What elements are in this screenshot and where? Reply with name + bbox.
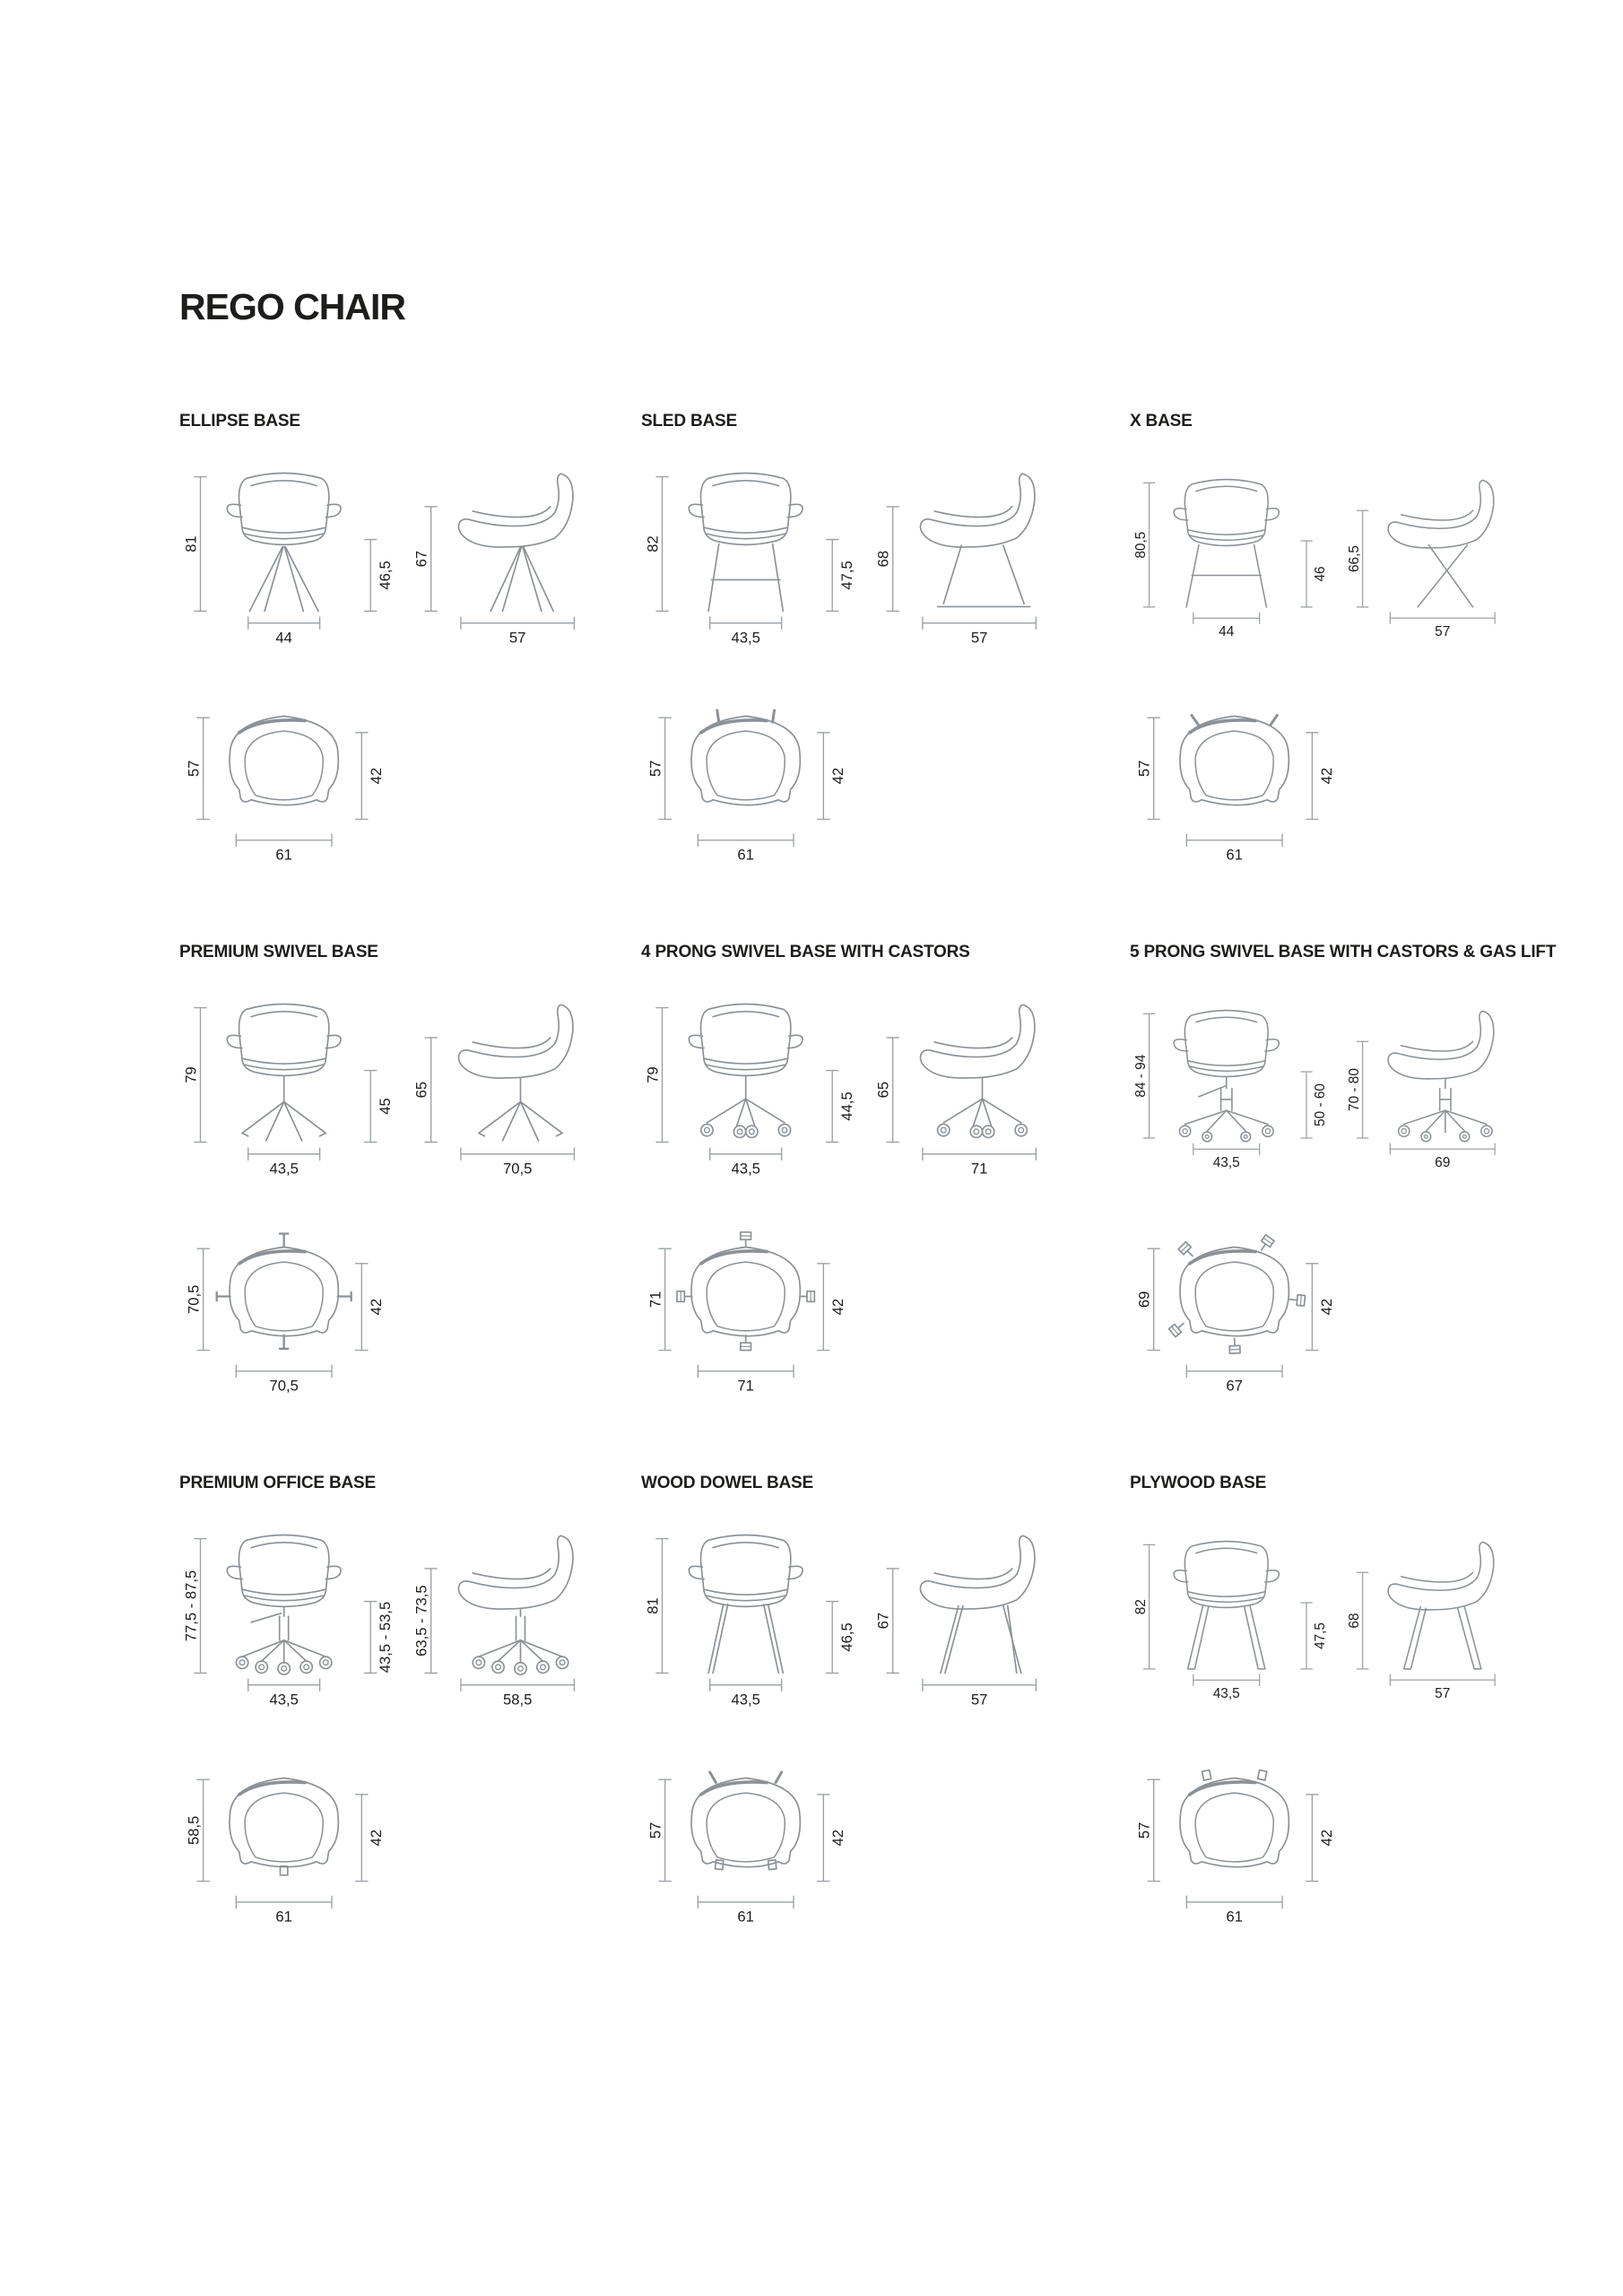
svg-text:57: 57: [508, 629, 526, 647]
elevation-views: [179, 462, 641, 653]
svg-text:57: 57: [1135, 1822, 1153, 1839]
top-view-row: [641, 1231, 1130, 1398]
product-section: [641, 943, 1130, 1452]
svg-text:57: 57: [970, 629, 988, 647]
product-section: [641, 1474, 1130, 1983]
svg-text:42: 42: [368, 1829, 385, 1847]
front-view-drawing: [179, 462, 404, 653]
svg-text:43,5: 43,5: [269, 1691, 299, 1709]
svg-text:61: 61: [1226, 1908, 1243, 1926]
svg-text:42: 42: [1318, 1298, 1335, 1316]
elevation-views: [641, 1524, 1130, 1715]
svg-text:46,5: 46,5: [838, 1622, 855, 1652]
svg-text:46: 46: [1312, 566, 1328, 582]
product-title: X BASE: [1130, 412, 1193, 430]
svg-text:68: 68: [1346, 1613, 1362, 1629]
side-view-drawing: [869, 993, 1078, 1184]
top-view-row: [179, 1761, 641, 1929]
top-view-drawing: [179, 1231, 404, 1398]
svg-text:82: 82: [1133, 1599, 1149, 1615]
top-view-row: [1130, 1231, 1533, 1398]
svg-text:57: 57: [185, 760, 203, 778]
svg-text:61: 61: [275, 1908, 292, 1926]
svg-text:43,5: 43,5: [1212, 1686, 1240, 1702]
top-view-drawing: [641, 700, 865, 867]
product-section: [1130, 412, 1533, 921]
top-view-drawing: [1130, 700, 1354, 867]
product-title: PREMIUM OFFICE BASE: [179, 1474, 376, 1492]
svg-text:71: 71: [647, 1291, 664, 1309]
elevation-views: [641, 993, 1130, 1184]
svg-text:77,5 - 87,5: 77,5 - 87,5: [182, 1570, 200, 1642]
svg-text:57: 57: [1435, 1686, 1451, 1702]
top-view-drawing: [1130, 1231, 1354, 1398]
top-view-drawing: [179, 1761, 404, 1929]
svg-text:67: 67: [1226, 1377, 1243, 1395]
front-view-drawing: [179, 993, 404, 1184]
product-title: WOOD DOWEL BASE: [641, 1474, 813, 1492]
svg-text:46,5: 46,5: [376, 561, 394, 590]
product-title: ELLIPSE BASE: [179, 412, 300, 430]
svg-text:65: 65: [874, 1081, 892, 1099]
side-view-drawing: [869, 462, 1078, 653]
top-view-row: [1130, 700, 1533, 867]
svg-text:42: 42: [368, 1298, 385, 1316]
svg-text:81: 81: [644, 1597, 662, 1614]
svg-text:44: 44: [275, 629, 292, 647]
front-view-drawing: [641, 1524, 865, 1715]
top-view-drawing: [179, 700, 404, 867]
product-section: [179, 412, 641, 921]
svg-text:42: 42: [1318, 767, 1335, 785]
svg-text:57: 57: [647, 1822, 664, 1839]
svg-text:71: 71: [737, 1377, 754, 1395]
product-section: [641, 412, 1130, 921]
svg-text:61: 61: [737, 1908, 754, 1926]
svg-text:43,5: 43,5: [1212, 1155, 1240, 1171]
svg-text:58,5: 58,5: [185, 1815, 203, 1846]
svg-text:69: 69: [1135, 1291, 1153, 1309]
elevation-views: [641, 462, 1130, 653]
product-section: [1130, 1474, 1533, 1983]
svg-text:57: 57: [970, 1691, 988, 1709]
svg-text:68: 68: [874, 550, 892, 568]
elevation-views: [1130, 1524, 1533, 1715]
svg-text:81: 81: [182, 535, 200, 552]
svg-text:47,5: 47,5: [838, 561, 855, 590]
top-view-row: [641, 700, 1130, 867]
svg-text:43,5 - 53,5: 43,5 - 53,5: [376, 1601, 394, 1674]
front-view-drawing: [1130, 462, 1337, 653]
svg-text:57: 57: [1435, 624, 1451, 640]
svg-text:44,5: 44,5: [838, 1091, 855, 1121]
top-view-row: [179, 1231, 641, 1398]
product-section: [1130, 943, 1557, 1452]
svg-text:50 - 60: 50 - 60: [1312, 1083, 1328, 1126]
elevation-views: [1130, 462, 1533, 653]
side-view-drawing: [407, 462, 616, 653]
product-grid: [179, 412, 1623, 1983]
svg-text:61: 61: [1226, 846, 1243, 864]
svg-text:42: 42: [829, 1298, 846, 1316]
side-view-drawing: [869, 1524, 1078, 1715]
svg-text:70,5: 70,5: [502, 1160, 533, 1178]
svg-text:67: 67: [874, 1612, 892, 1630]
side-view-drawing: [407, 1524, 616, 1715]
product-title: SLED BASE: [641, 412, 737, 430]
svg-text:42: 42: [368, 767, 385, 785]
svg-text:71: 71: [970, 1160, 988, 1178]
product-section: [179, 943, 641, 1452]
svg-text:42: 42: [1318, 1829, 1335, 1847]
front-view-drawing: [641, 462, 865, 653]
svg-text:70 - 80: 70 - 80: [1346, 1068, 1362, 1111]
svg-text:61: 61: [275, 846, 292, 864]
svg-text:44: 44: [1219, 624, 1235, 640]
product-title: PREMIUM SWIVEL BASE: [179, 943, 378, 961]
front-view-drawing: [1130, 993, 1337, 1184]
svg-text:70,5: 70,5: [185, 1284, 203, 1315]
svg-text:43,5: 43,5: [731, 629, 760, 647]
elevation-views: [179, 993, 641, 1184]
svg-text:70,5: 70,5: [269, 1377, 299, 1395]
side-view-drawing: [407, 993, 616, 1184]
svg-text:82: 82: [644, 535, 662, 552]
top-view-drawing: [1130, 1761, 1354, 1929]
top-view-drawing: [641, 1231, 865, 1398]
svg-text:79: 79: [182, 1066, 200, 1083]
svg-text:47,5: 47,5: [1312, 1622, 1328, 1649]
side-view-drawing: [1341, 993, 1533, 1184]
svg-text:58,5: 58,5: [502, 1691, 533, 1709]
side-view-drawing: [1341, 462, 1533, 653]
svg-text:63,5 - 73,5: 63,5 - 73,5: [412, 1585, 430, 1657]
svg-text:57: 57: [1135, 760, 1153, 778]
side-view-drawing: [1341, 1524, 1533, 1715]
top-view-row: [179, 700, 641, 867]
front-view-drawing: [641, 993, 865, 1184]
top-view-row: [641, 1761, 1130, 1929]
svg-text:69: 69: [1435, 1155, 1451, 1171]
svg-text:61: 61: [737, 846, 754, 864]
svg-text:42: 42: [829, 1829, 846, 1847]
svg-text:79: 79: [644, 1066, 662, 1083]
svg-text:80,5: 80,5: [1133, 531, 1149, 559]
front-view-drawing: [1130, 1524, 1337, 1715]
svg-text:43,5: 43,5: [731, 1691, 760, 1709]
svg-text:84 - 94: 84 - 94: [1133, 1054, 1149, 1098]
top-view-drawing: [641, 1761, 865, 1929]
svg-text:57: 57: [647, 760, 664, 778]
product-title: PLYWOOD BASE: [1130, 1474, 1267, 1492]
svg-text:42: 42: [829, 767, 846, 785]
product-title: 4 PRONG SWIVEL BASE WITH CASTORS: [641, 943, 970, 961]
top-view-row: [1130, 1761, 1533, 1929]
svg-text:65: 65: [412, 1081, 430, 1099]
svg-text:67: 67: [412, 550, 430, 568]
product-section: [179, 1474, 641, 1983]
product-title: 5 PRONG SWIVEL BASE WITH CASTORS & GAS LIFT: [1130, 943, 1557, 961]
elevation-views: [1130, 993, 1533, 1184]
page-title: REGO CHAIR: [179, 286, 405, 327]
svg-text:66,5: 66,5: [1346, 545, 1362, 572]
svg-text:45: 45: [376, 1098, 394, 1115]
svg-text:43,5: 43,5: [731, 1160, 760, 1178]
elevation-views: [179, 1524, 641, 1715]
front-view-drawing: [179, 1524, 404, 1715]
svg-text:43,5: 43,5: [269, 1160, 299, 1178]
